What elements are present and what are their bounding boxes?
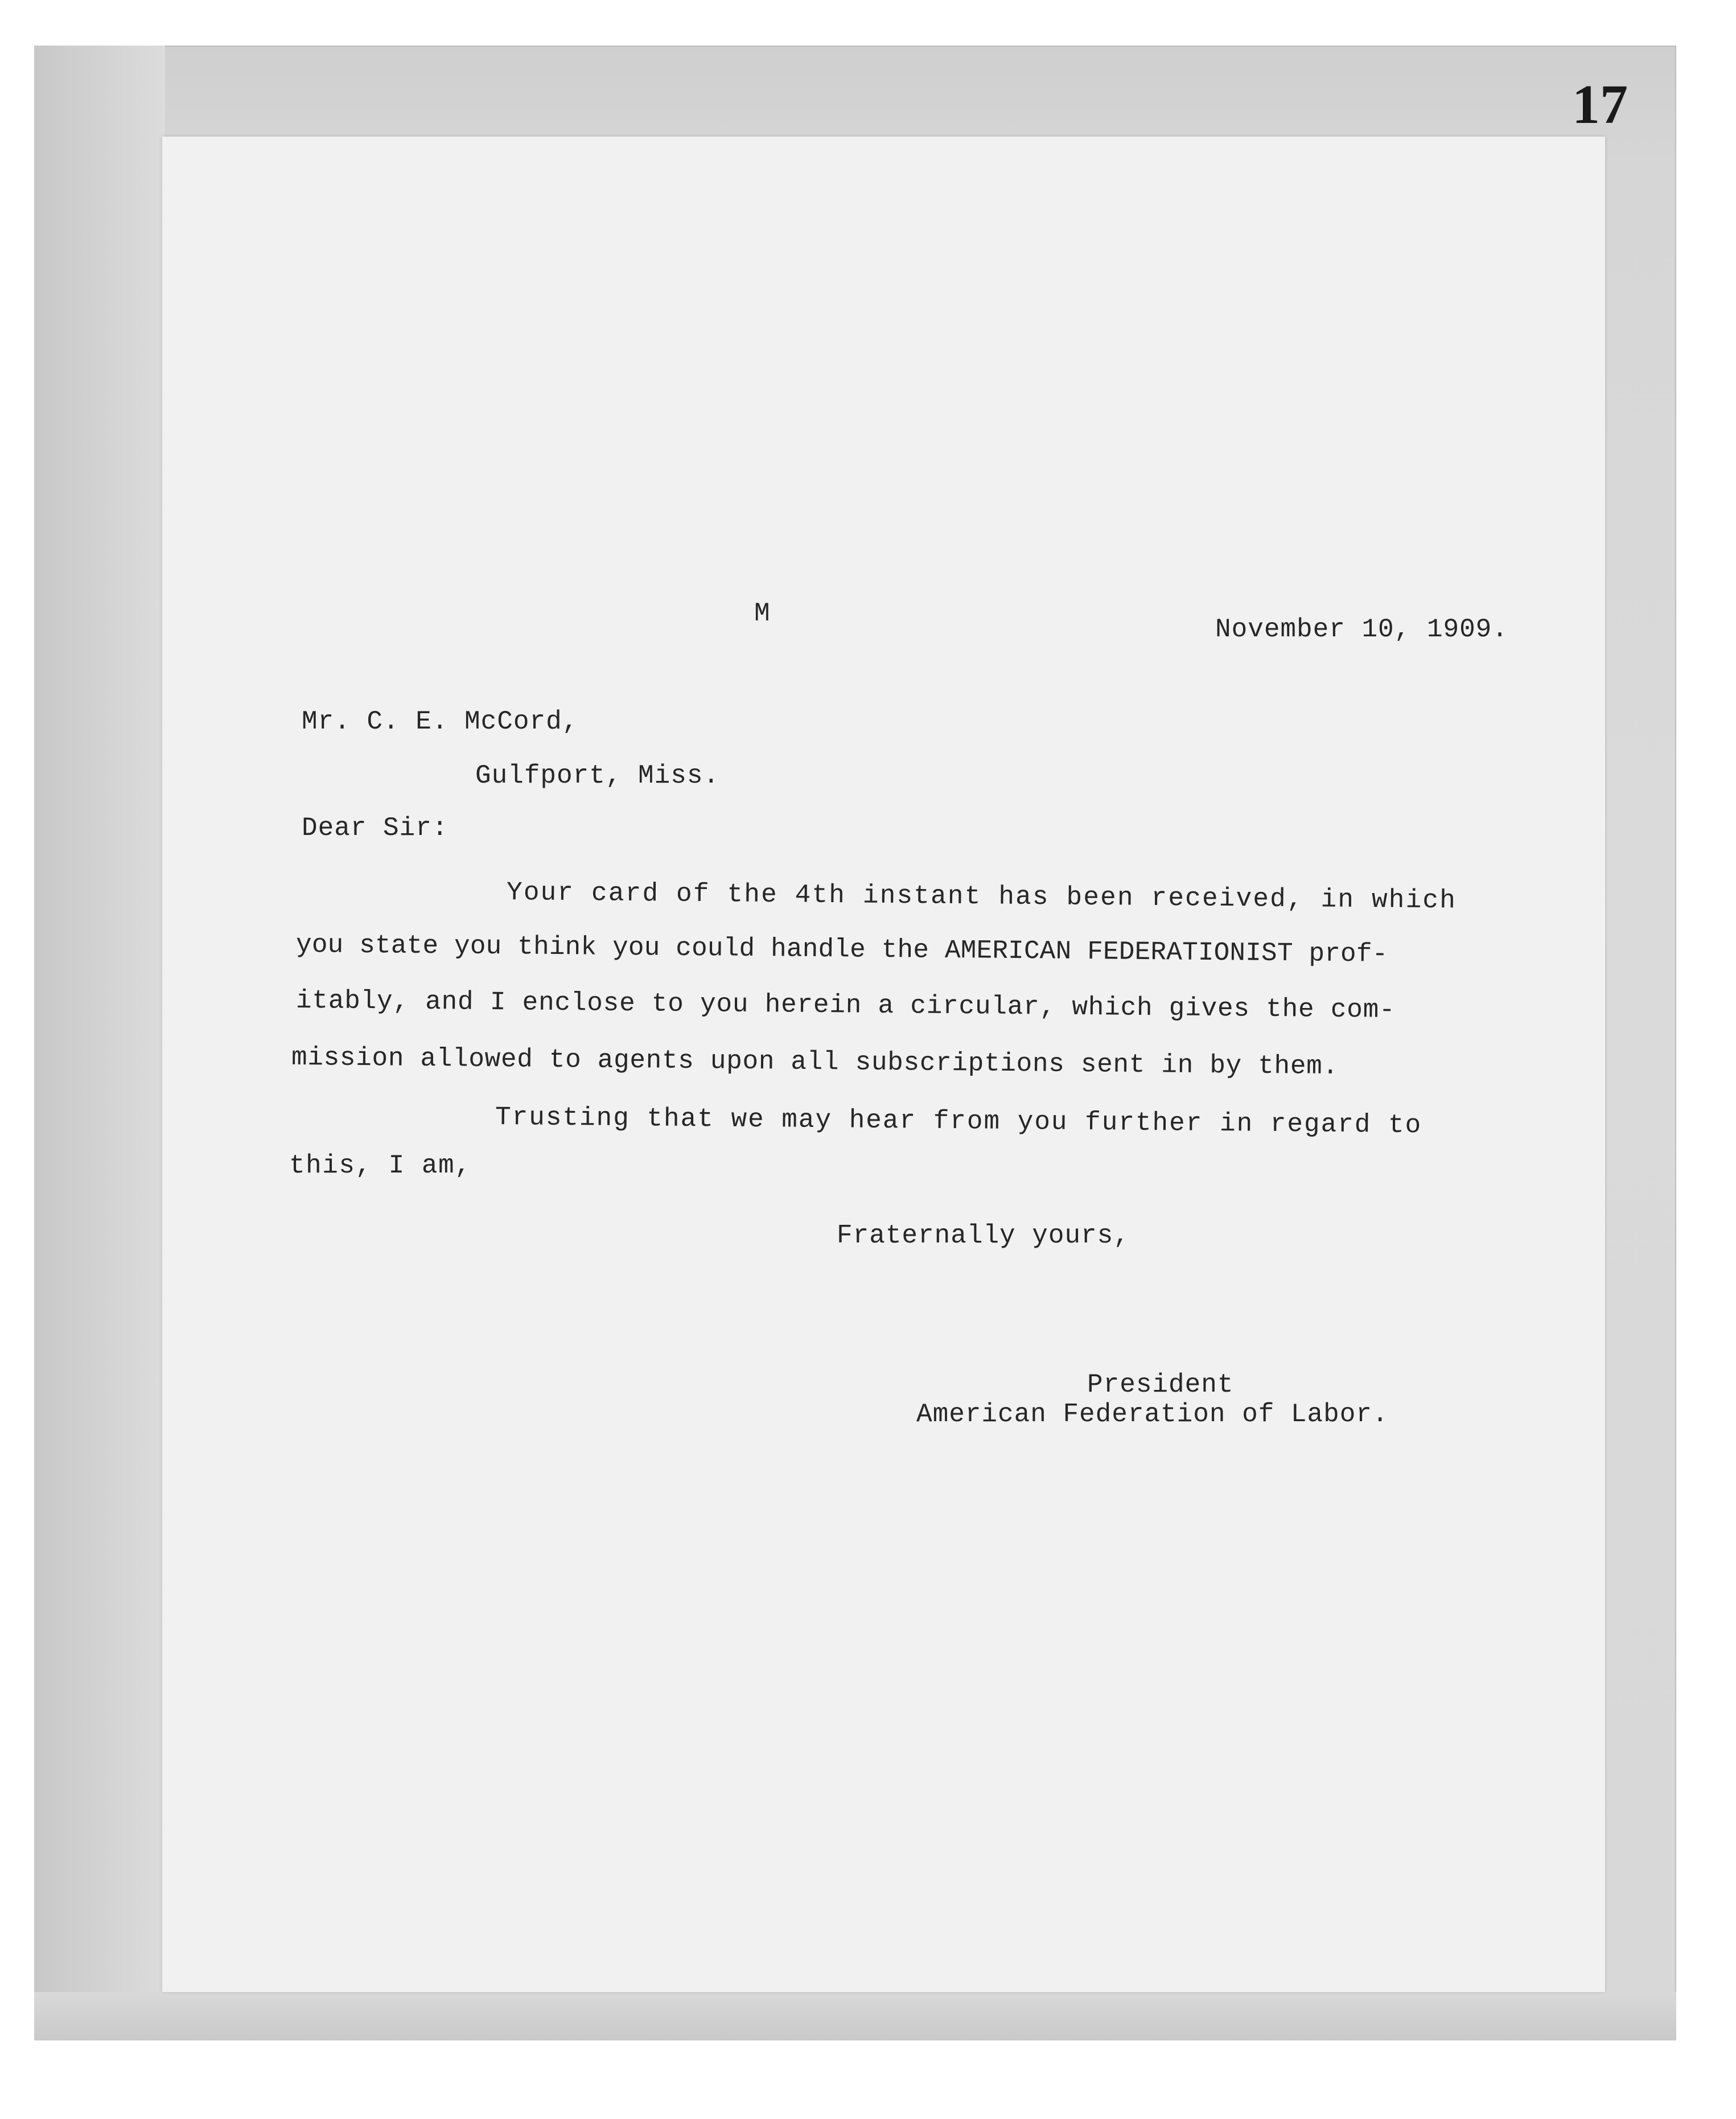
signature-organization: American Federation of Labor.	[916, 1400, 1389, 1429]
letter-date: November 10, 1909.	[1215, 615, 1508, 644]
body-line: itably, and I enclose to you herein a circular, which gives the com-	[295, 986, 1396, 1025]
body-line: this, I am,	[289, 1151, 472, 1180]
recipient-location: Gulfport, Miss.	[475, 761, 720, 791]
body-line: mission allowed to agents upon all subscriptions sent in by them.	[291, 1043, 1339, 1082]
backing-sheet-left-edge	[34, 46, 165, 2040]
body-line: Trusting that we may hear from you further in regard to	[495, 1102, 1422, 1141]
backing-sheet-bottom-edge	[34, 1992, 1676, 2040]
signature-title: President	[1087, 1370, 1234, 1400]
page-number: 17	[1572, 74, 1628, 135]
salutation: Dear Sir:	[302, 813, 449, 843]
body-line: Your card of the 4th instant has been received, in which	[506, 878, 1457, 916]
letter-initial: M	[754, 599, 771, 628]
body-line: you state you think you could handle the AMERICAN FEDERATIONIST prof-	[295, 930, 1388, 969]
closing: Fraternally yours,	[837, 1221, 1130, 1250]
recipient-name: Mr. C. E. McCord,	[302, 707, 579, 736]
